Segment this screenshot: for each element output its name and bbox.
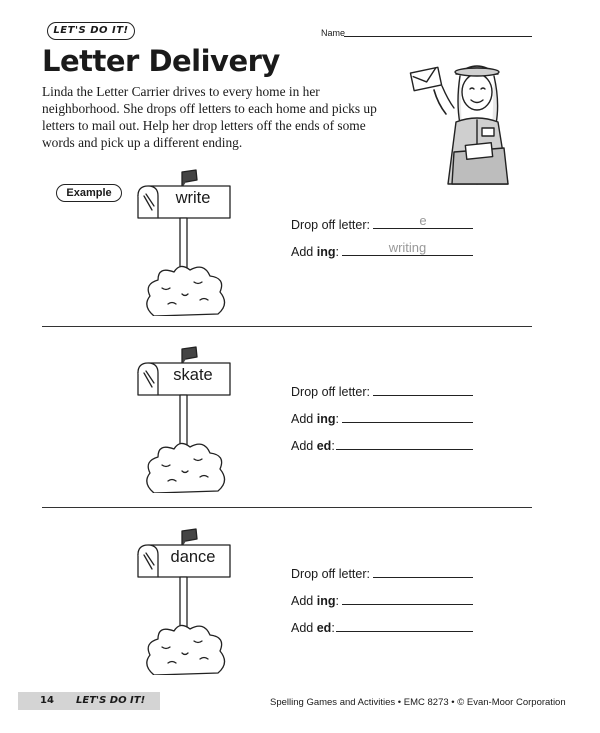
drop-off-letter-answer: e [419, 213, 427, 228]
drop-off-letter-answer-line[interactable] [373, 577, 473, 578]
mailbox [134, 525, 234, 675]
lets-do-it-badge: LET'S DO IT! [47, 22, 135, 40]
add-label: Add [291, 594, 317, 608]
colon: : [331, 621, 335, 635]
suffix-label: ed [316, 621, 332, 635]
mailbox [134, 166, 234, 316]
name-field[interactable] [344, 36, 532, 37]
drop-off-letter-label: Drop off letter: [291, 218, 370, 232]
add-ing-row [291, 412, 339, 426]
add-ed-answer-line[interactable] [336, 631, 473, 632]
page-title: Letter Delivery [42, 44, 280, 78]
drop-off-letter-row [291, 567, 370, 581]
suffix-label: ing [316, 245, 336, 259]
section-divider [42, 326, 532, 327]
add-label: Add [291, 621, 317, 635]
drop-off-letter-label: Drop off letter: [291, 567, 370, 581]
mailbox-word: dance [170, 548, 216, 566]
intro-paragraph: Linda the Letter Carrier drives to every home in her neighborhood. She drops off letters to each home and picks up letters to mail out. Help her drop letters off the ends of some words and pick up a different ending. [42, 84, 377, 150]
drop-off-letter-row [291, 385, 370, 399]
mailbox-word: write [175, 189, 211, 207]
add-label: Add [291, 412, 317, 426]
colon: : [331, 439, 335, 453]
add-label: Add [291, 245, 317, 259]
add-ing-answer-line[interactable] [342, 422, 473, 423]
mailbox-word: skate [173, 366, 213, 384]
letter-carrier-illustration [404, 52, 534, 187]
suffix-label: ing [316, 594, 336, 608]
footer-badge: LET'S DO IT! [76, 695, 146, 706]
add-label: Add [291, 439, 317, 453]
add-ing-answer: writing [388, 240, 427, 255]
add-ed-answer-line[interactable] [336, 449, 473, 450]
suffix-label: ed [316, 439, 332, 453]
mailbox [134, 343, 234, 493]
name-label: Name [321, 28, 346, 38]
example-badge: Example [56, 184, 122, 202]
drop-off-letter-row [291, 218, 370, 232]
colon: : [335, 594, 339, 608]
add-ing-answer-line[interactable] [342, 604, 473, 605]
add-ing-row [291, 594, 339, 608]
add-ed-row [291, 621, 335, 635]
footer-credit: Spelling Games and Activities • EMC 8273 • © Evan-Moor Corporation [270, 697, 566, 708]
add-ing-row [291, 245, 339, 259]
drop-off-letter-answer-line[interactable] [373, 395, 473, 396]
section-divider [42, 507, 532, 508]
drop-off-letter-label: Drop off letter: [291, 385, 370, 399]
colon: : [335, 245, 339, 259]
colon: : [335, 412, 339, 426]
add-ed-row [291, 439, 335, 453]
page-number: 14 [40, 695, 54, 706]
add-ing-answer-line[interactable] [342, 255, 473, 256]
suffix-label: ing [316, 412, 336, 426]
drop-off-letter-answer-line[interactable] [373, 228, 473, 229]
